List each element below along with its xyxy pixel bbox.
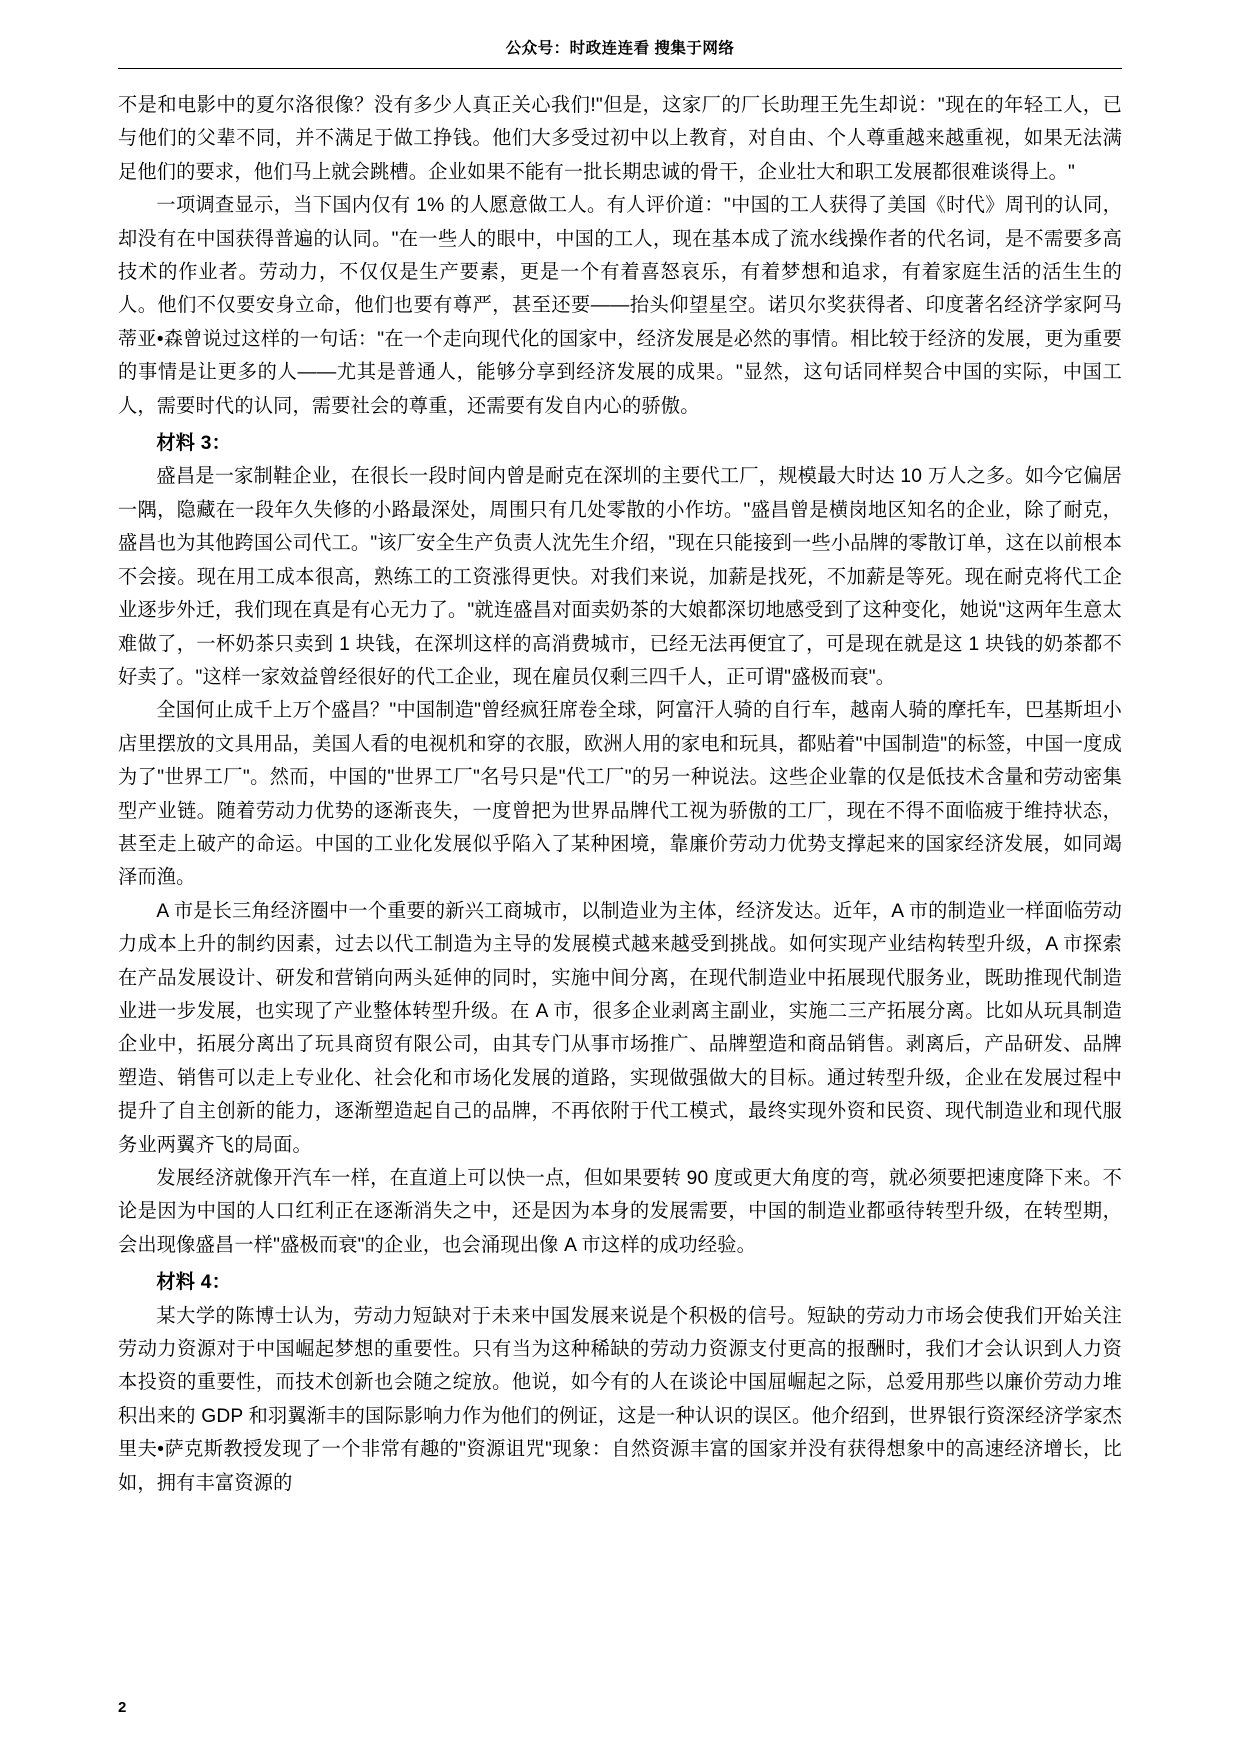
- paragraph: 发展经济就像开汽车一样，在直道上可以快一点，但如果要转 90 度或更大角度的弯，就必须要把速度降下来。不论是因为中国的人口红利正在逐渐消失之中，还是因为本身的发展需要，中国的制造业都亟待转型升级，在转型期，会出现像盛昌一样"盛极而衰"的企业，也会涌现出像 A 市这样的成功经验。: [118, 1168, 1122, 1256]
- paragraph: A 市是长三角经济圈中一个重要的新兴工商城市，以制造业为主体，经济发达。近年，A 市的制造业一样面临劳动力成本上升的制约因素，过去以代工制造为主导的发展模式越来越受到挑战。如何实现产业结构转型升级，A 市探索在产品发展设计、研发和营销向两头延伸的同时，实施中间分离，在现代制造业中拓展现代服务业，既助推现代制造业进一步发展，也实现了产业整体转型升级。在 A 市，很多企业剥离主副业，实施二三产拓展分离。比如从玩具制造企业中，拓展分离出了玩具商贸有限公司，由其专门从事市场推广、品牌塑造和商品销售。剥离后，产品研发、品牌塑造、销售可以走上专业化、社会化和市场化发展的道路，实现做强做大的目标。通过转型升级，企业在发展过程中提升了自主创新的能力，逐渐塑造起自己的品牌，不再依附于代工模式，最终实现外资和民资、现代制造业和现代服务业两翼齐飞的局面。: [118, 900, 1122, 1156]
- page-number: 2: [118, 1699, 127, 1716]
- document-body: [118, 89, 1122, 1500]
- paragraph: 一项调查显示，当下国内仅有 1% 的人愿意做工人。有人评价道："中国的工人获得了美国《时代》周刊的认同，却没有在中国获得普遍的认同。"在一些人的眼中，中国的工人，现在基本成了流水线操作者的代名词，是不需要多高技术的作业者。劳动力，不仅仅是生产要素，更是一个有着喜怒哀乐，有着梦想和追求，有着家庭生活的活生生的人。他们不仅要安身立命，他们也要有尊严，甚至还要——抬头仰望星空。诺贝尔奖获得者、印度著名经济学家阿马蒂亚•森曾说过这样的一句话："在一个走向现代化的国家中，经济发展是必然的事情。相比较于经济的发展，更为重要的事情是让更多的人——尤其是普通人，能够分享到经济发展的成果。"显然，这句话同样契合中国的实际，中国工人，需要时代的认同，需要社会的尊重，还需要有发自内心的骄傲。: [118, 195, 1122, 417]
- paragraph: 盛昌是一家制鞋企业，在很长一段时间内曾是耐克在深圳的主要代工厂，规模最大时达 10 万人之多。如今它偏居一隅，隐藏在一段年久失修的小路最深处，周围只有几处零散的小作坊。"盛昌曾是横岗地区知名的企业，除了耐克，盛昌也为其他跨国公司代工。"该厂安全生产负责人沈先生介绍，"现在只能接到一些小品牌的零散订单，这在以前根本不会接。现在用工成本很高，熟练工的工资涨得更快。对我们来说，加薪是找死，不加薪是等死。现在耐克将代工企业逐步外迁，我们现在真是有心无力了。"就连盛昌对面卖奶茶的大娘都深切地感受到了这种变化，她说"这两年生意太难做了，一杯奶茶只卖到 1 块钱，在深圳这样的高消费城市，已经无法再便宜了，可是现在就是这 1 块钱的奶茶都不好卖了。"这样一家效益曾经很好的代工企业，现在雇员仅剩三四千人，正可谓"盛极而衰"。: [118, 466, 1122, 688]
- paragraph: 不是和电影中的夏尔洛很像？没有多少人真正关心我们!"但是，这家厂的厂长助理王先生却说："现在的年轻工人，已与他们的父辈不同，并不满足于做工挣钱。他们大多受过初中以上教育，对自由、个人尊重越来越重视，如果无法满足他们的要求，他们马上就会跳槽。企业如果不能有一批长期忠诚的骨干，企业壮大和职工发展都很难谈得上。": [118, 95, 1122, 183]
- page-header: 公众号：时政连连看 搜集于网络: [505, 40, 735, 57]
- header-divider: [118, 68, 1122, 69]
- section-label-material-4: 材料 4：: [156, 1272, 231, 1294]
- paragraph: 某大学的陈博士认为，劳动力短缺对于未来中国发展来说是个积极的信号。短缺的劳动力市场会使我们开始关注劳动力资源对于中国崛起梦想的重要性。只有当为这种稀缺的劳动力资源支付更高的报酬时，我们才会认识到人力资本投资的重要性，而技术创新也会随之绽放。他说，如今有的人在谈论中国屈崛起之际，总爱用那些以廉价劳动力堆积出来的 GDP 和羽翼渐丰的国际影响力作为他们的例证，这是一种认识的误区。他介绍到，世界银行资深经济学家杰里夫•萨克斯教授发现了一个非常有趣的"资源诅咒"现象：自然资源丰富的国家并没有获得想象中的高速经济增长，比如，拥有丰富资源的: [118, 1305, 1122, 1494]
- section-label-material-3: 材料 3：: [156, 433, 231, 455]
- paragraph: 全国何止成千上万个盛昌？"中国制造"曾经疯狂席卷全球，阿富汗人骑的自行车，越南人骑的摩托车，巴基斯坦小店里摆放的文具用品，美国人看的电视机和穿的衣服，欧洲人用的家电和玩具，都贴着"中国制造"的标签，中国一度成为了"世界工厂"。然而，中国的"世界工厂"名号只是"代工厂"的另一种说法。这些企业靠的仅是低技术含量和劳动密集型产业链。随着劳动力优势的逐渐丧失，一度曾把为世界品牌代工视为骄傲的工厂，现在不得不面临疲于维持状态，甚至走上破产的命运。中国的工业化发展似乎陷入了某种困境，靠廉价劳动力优势支撑起来的国家经济发展，如同竭泽而渔。: [118, 700, 1122, 889]
